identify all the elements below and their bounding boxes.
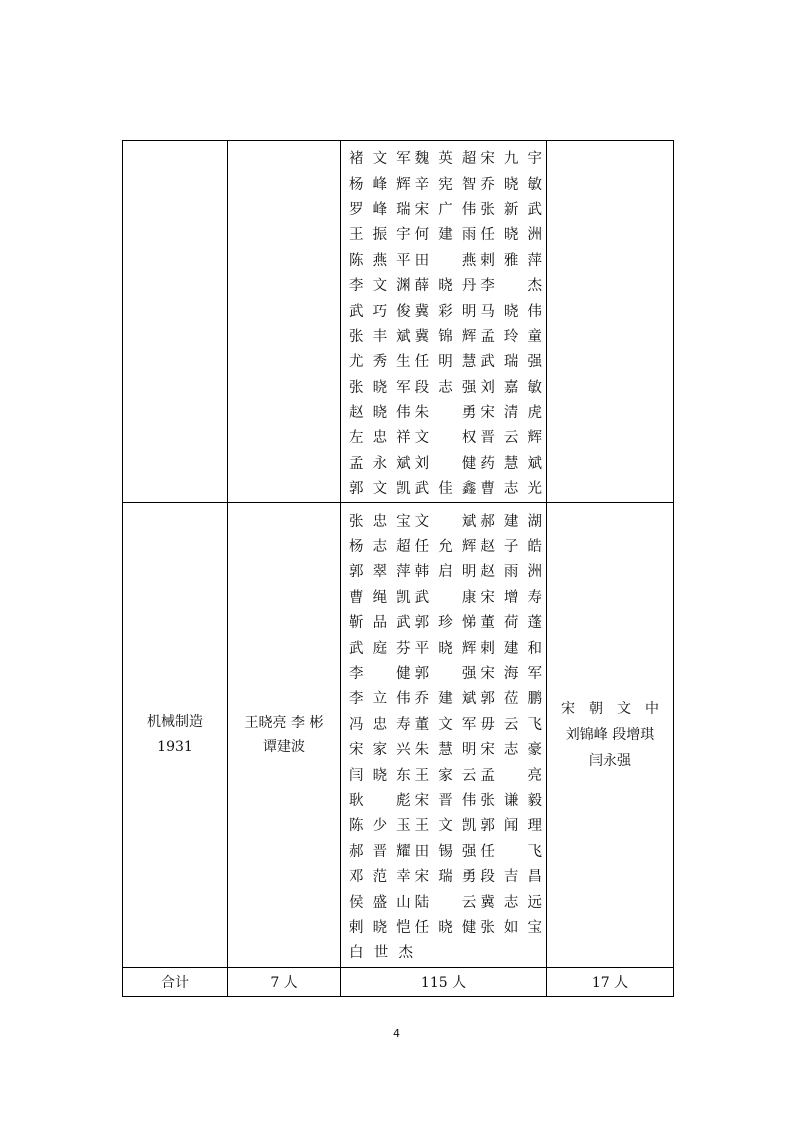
- person-name: 侯 盛 山: [349, 894, 411, 911]
- person-name: 韩 启 明: [414, 564, 477, 581]
- person-name: 冀 彩 明: [414, 303, 477, 320]
- roster-table: [122, 140, 674, 997]
- page-number: 4: [393, 1027, 400, 1040]
- person-name: 曹 绳 凯: [349, 589, 411, 606]
- person-name: 赵 晓 伟: [349, 405, 411, 422]
- name-row: [349, 323, 546, 348]
- name-row: [349, 660, 546, 685]
- manager-line: 闫永强: [589, 752, 631, 769]
- name-row: [349, 888, 546, 913]
- name-row: [349, 736, 546, 761]
- person-name: 任 晓 洲: [480, 227, 542, 244]
- person-name: 左 忠 祥: [349, 430, 411, 447]
- name-row: [349, 272, 546, 297]
- group2-department-cell: [123, 503, 228, 967]
- person-name: 药 慧 斌: [480, 455, 542, 472]
- person-name: 董 文 军: [414, 716, 477, 733]
- name-row: [349, 863, 546, 888]
- name-row: [349, 533, 546, 558]
- name-row: [349, 196, 546, 221]
- group1-names-cell: [341, 141, 547, 503]
- group2-managers-cell: [547, 503, 674, 967]
- name-row: [349, 685, 546, 710]
- person-name: 郭 珍 悌: [414, 615, 477, 632]
- name-row: [349, 221, 546, 246]
- name-row: [349, 609, 546, 634]
- total-leaders-count: 7 人: [228, 967, 341, 996]
- person-name: 郭 强: [414, 666, 477, 682]
- person-name: 董 荷 蓬: [480, 615, 542, 632]
- person-name: 剌 晓 恺: [349, 919, 411, 936]
- group2-leaders-cell: [228, 503, 341, 967]
- person-name: 武 佳 鑫: [414, 481, 477, 498]
- name-row: [349, 914, 546, 939]
- group2-row: [123, 503, 674, 967]
- person-name: 郭 文 凯: [349, 481, 411, 498]
- person-name: 褚 文 军: [349, 151, 411, 168]
- person-name: 张 忠 宝: [349, 513, 411, 530]
- name-row: [349, 584, 546, 609]
- person-name: 郭 莅 鹏: [480, 691, 542, 708]
- person-name: 王 文 凯: [414, 818, 477, 835]
- total-managers-count: 17 人: [547, 967, 674, 996]
- person-name: 孟 亮: [480, 767, 542, 784]
- person-name: 闫 晓 东: [349, 767, 411, 784]
- person-name: 冀 锦 辉: [414, 328, 477, 345]
- manager-line: 宋 朝 文 中: [561, 700, 659, 717]
- person-name: 赵 雨 洲: [480, 564, 542, 581]
- person-name: 李 杰: [480, 278, 542, 295]
- person-name: 宋 家 兴: [349, 742, 411, 759]
- person-name: 晋 云 辉: [480, 430, 542, 447]
- person-name: 郝 建 湖: [480, 513, 542, 530]
- person-name: 王 家 云: [414, 767, 477, 784]
- name-row: [349, 145, 546, 170]
- person-name: 曹 志 光: [480, 481, 542, 498]
- person-name: 宋 晋 伟: [414, 792, 477, 809]
- person-name: 孟 玲 童: [480, 328, 542, 345]
- person-name: 李 文 渊: [349, 278, 411, 295]
- person-name: 李 立 伟: [349, 691, 411, 708]
- person-name: 辛 宪 智: [414, 176, 477, 193]
- person-name: 乔 晓 敏: [480, 176, 542, 193]
- department-name: 机械制造: [147, 713, 203, 730]
- person-name: 田 燕: [414, 252, 477, 269]
- person-name: 宋 九 宇: [480, 151, 542, 168]
- group1-managers-cell: [547, 141, 674, 503]
- name-row: [349, 399, 546, 424]
- person-name: 陆 云: [414, 894, 477, 911]
- person-name: 宋 增 寿: [480, 589, 542, 606]
- group1-leaders-cell: [228, 141, 341, 503]
- person-name: 平 晓 辉: [414, 640, 477, 657]
- person-name: 任 飞: [480, 843, 542, 860]
- name-row: [349, 838, 546, 863]
- name-row: [349, 711, 546, 736]
- person-name: 剌 建 和: [480, 640, 542, 657]
- person-name: 段 吉 昌: [480, 869, 542, 886]
- group2-names-cell: [341, 503, 547, 967]
- department-year: 1931: [157, 738, 193, 755]
- person-name: 孟 永 斌: [349, 455, 411, 472]
- person-name: 靳 品 武: [349, 615, 411, 632]
- person-name: 武 康: [414, 589, 477, 606]
- total-row: [123, 967, 674, 996]
- person-name: 宋 海 军: [480, 666, 542, 682]
- person-name: 武 庭 芬: [349, 640, 411, 657]
- name-row: [349, 170, 546, 195]
- person-name: 何 建 雨: [414, 227, 477, 244]
- person-name: 武 巧 俊: [349, 303, 411, 320]
- person-name: 杨 志 超: [349, 539, 411, 556]
- name-row: [349, 450, 546, 475]
- person-name: 任 允 辉: [414, 539, 477, 556]
- person-name: 宋 清 虎: [480, 405, 542, 422]
- person-name: 郝 晋 耀: [349, 843, 411, 860]
- person-name: 郭 闻 理: [480, 818, 542, 835]
- person-name: 任 明 慧: [414, 354, 477, 371]
- person-name: 张 晓 军: [349, 379, 411, 396]
- name-row: [349, 424, 546, 449]
- manager-line: 刘锦峰 段增琪: [565, 726, 655, 743]
- person-name: 白 世 杰: [349, 945, 413, 962]
- person-name: 张 丰 斌: [349, 328, 411, 345]
- group1-row: [123, 141, 674, 503]
- name-row: [349, 761, 546, 786]
- person-name: 刘 健: [414, 455, 477, 472]
- person-name: 尤 秀 生: [349, 354, 411, 371]
- person-name: 张 谦 毅: [480, 792, 542, 809]
- person-name: 田 锡 强: [414, 843, 477, 860]
- person-name: 罗 峰 瑞: [349, 201, 411, 218]
- person-name: 文 权: [414, 430, 477, 447]
- person-name: 冯 忠 寿: [349, 716, 411, 733]
- name-row: [349, 634, 546, 659]
- name-row: [349, 558, 546, 583]
- person-name: 乔 建 斌: [414, 691, 477, 708]
- person-name: 武 瑞 强: [480, 354, 542, 371]
- person-name: 张 如 宝: [480, 919, 542, 936]
- person-name: 李 健: [349, 666, 411, 682]
- name-row: [349, 374, 546, 399]
- person-name: 邓 范 幸: [349, 869, 411, 886]
- person-name: 王 振 宇: [349, 227, 411, 244]
- person-name: 朱 勇: [414, 405, 477, 422]
- person-name: 段 志 强: [414, 379, 477, 396]
- person-name: 赵 子 皓: [480, 539, 542, 556]
- person-name: 耿 彪: [349, 792, 411, 809]
- name-row: [349, 787, 546, 812]
- leader-line: 王晓亮 李 彬: [244, 714, 324, 731]
- person-name: 薛 晓 丹: [414, 278, 477, 295]
- name-row: [349, 939, 546, 964]
- person-name: 朱 慧 明: [414, 742, 477, 759]
- name-row: [349, 247, 546, 272]
- name-row: [349, 812, 546, 837]
- person-name: 陈 少 玉: [349, 818, 411, 835]
- person-name: 冀 志 远: [480, 894, 542, 911]
- person-name: 任 晓 健: [414, 919, 477, 936]
- person-name: 陈 燕 平: [349, 252, 411, 269]
- name-row: [349, 348, 546, 373]
- person-name: 魏 英 超: [414, 151, 477, 168]
- person-name: 宋 广 伟: [414, 201, 477, 218]
- name-row: [349, 475, 546, 500]
- name-row: [349, 297, 546, 322]
- person-name: 马 晓 伟: [480, 303, 542, 320]
- name-row: [349, 507, 546, 532]
- person-name: 剌 雅 萍: [480, 252, 542, 269]
- total-label: 合计: [123, 967, 228, 996]
- person-name: 宋 志 豪: [480, 742, 542, 759]
- person-name: 张 新 武: [480, 201, 542, 218]
- person-name: 杨 峰 辉: [349, 176, 411, 193]
- person-name: 郭 翠 萍: [349, 564, 411, 581]
- leader-line: 谭建波: [263, 738, 305, 755]
- person-name: 宋 瑞 勇: [414, 869, 477, 886]
- total-names-count: 115 人: [341, 967, 547, 996]
- person-name: 刘 嘉 敏: [480, 379, 542, 396]
- person-name: 文 斌: [414, 513, 477, 530]
- person-name: 毋 云 飞: [480, 716, 542, 733]
- group1-department-cell: [123, 141, 228, 503]
